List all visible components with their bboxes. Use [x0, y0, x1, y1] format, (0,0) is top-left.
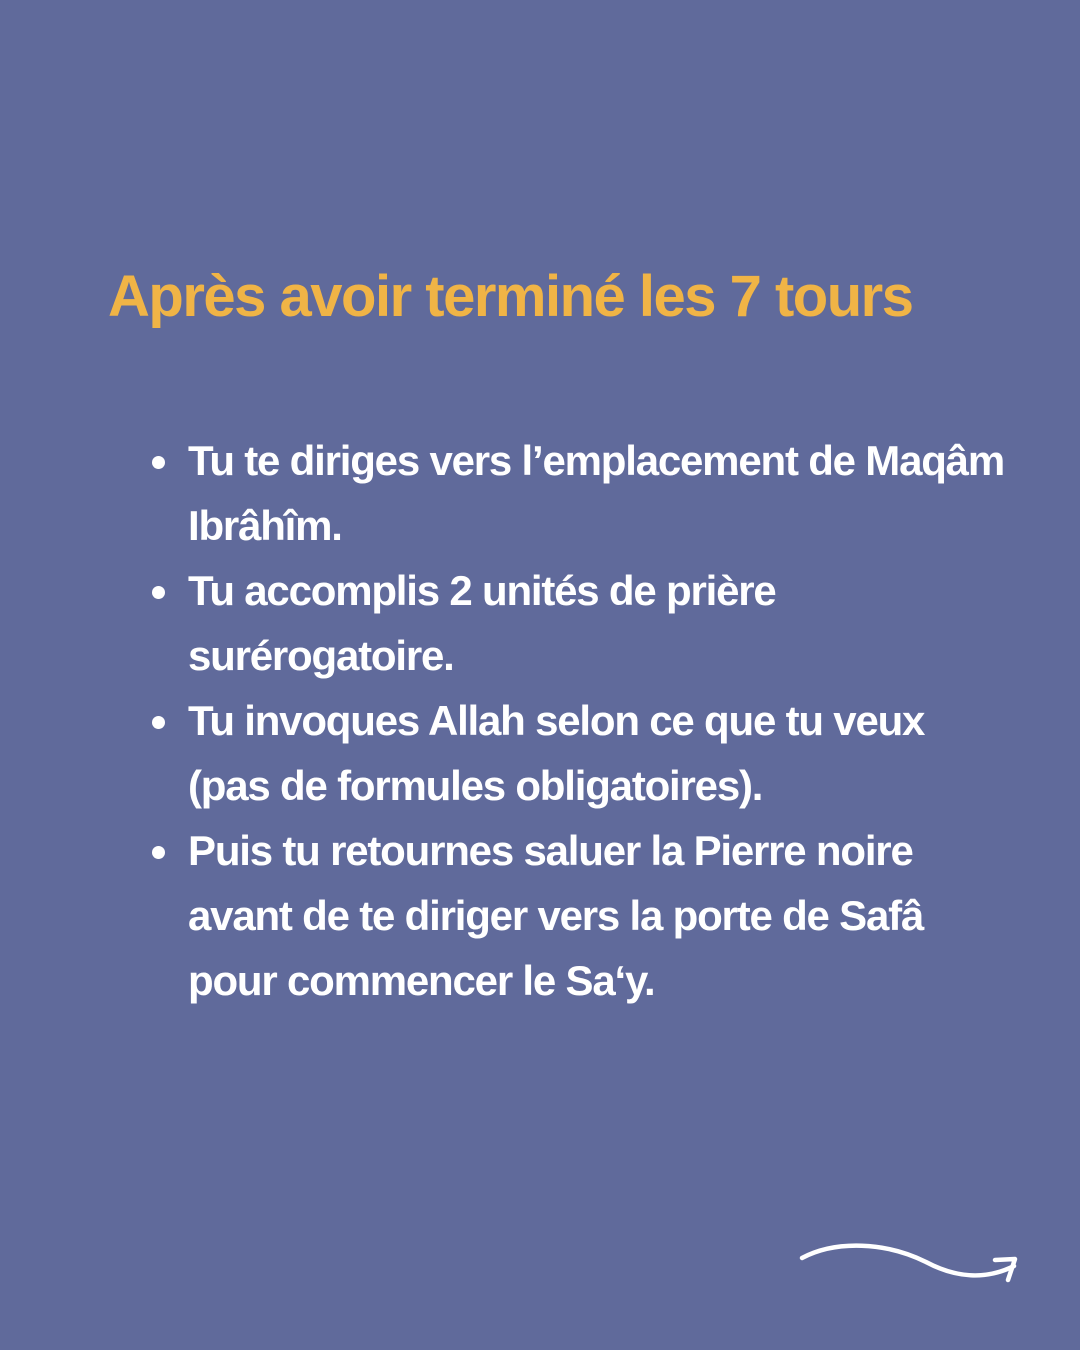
slide-title: Après avoir terminé les 7 tours — [108, 264, 913, 329]
bullet-dot-icon — [152, 846, 165, 859]
swoosh-arrow-right-icon[interactable] — [796, 1236, 1024, 1290]
bullet-item — [148, 688, 1008, 818]
bullet-list — [148, 428, 1008, 1013]
bullet-item — [148, 818, 1008, 1013]
bullet-item — [148, 558, 1008, 688]
bullet-text: Puis tu retournes saluer la Pierre noire avant de te diriger vers la porte de Safâ pour commencer le Sa‘y. — [188, 827, 924, 1004]
bullet-item — [148, 428, 1008, 558]
bullet-text: Tu invoques Allah selon ce que tu veux (pas de formules obligatoires). — [188, 697, 925, 809]
bullet-text: Tu accomplis 2 unités de prière surérogatoire. — [188, 567, 776, 679]
bullet-dot-icon — [152, 586, 165, 599]
bullet-dot-icon — [152, 716, 165, 729]
bullet-dot-icon — [152, 456, 165, 469]
bullet-text: Tu te diriges vers l’emplacement de Maqâm Ibrâhîm. — [188, 437, 1004, 549]
